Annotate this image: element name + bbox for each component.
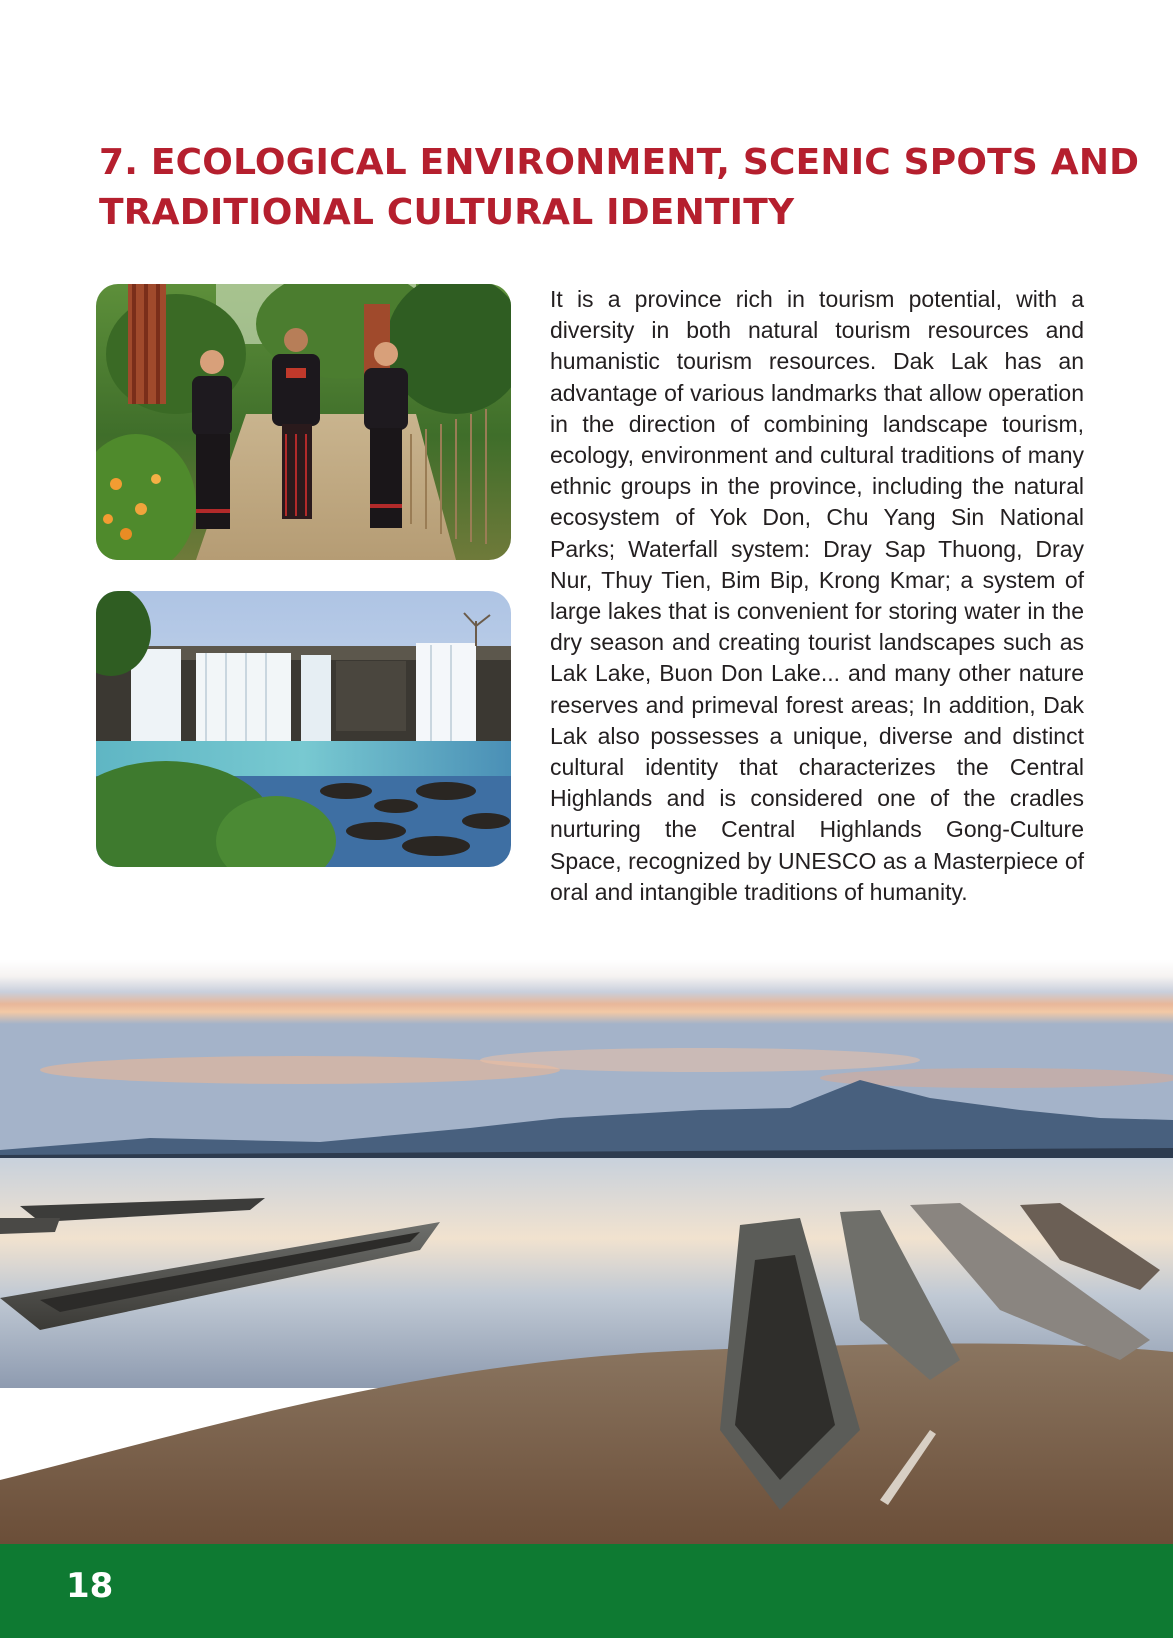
section-heading — [99, 138, 1140, 238]
page-footer-bar — [0, 1544, 1173, 1638]
photo-traditional-costume — [96, 284, 511, 560]
page-number: 18 — [66, 1566, 114, 1606]
heading-line-2: TRADITIONAL CULTURAL IDENTITY — [99, 192, 795, 233]
heading-line-1: 7. ECOLOGICAL ENVIRONMENT, SCENIC SPOTS AND — [99, 142, 1140, 183]
photo-waterfall — [96, 591, 511, 867]
body-paragraph: It is a province rich in tourism potential, with a diversity in both natural tourism resources and humanistic tourism resources. Dak Lak has an advantage of various landmarks that allow operation in the direction of combining landscape tourism, ecology, environment and cultural traditions of many ethnic groups in the province, including the natural ecosystem of Yok Don, Chu Yang Sin National Parks; Waterfall system: Dray Sap Thuong, Dray Nur, Thuy Tien, Bim Bip, Krong Kmar; a system of large lakes that is convenient for storing water in the dry season and creating tourist landscapes such as Lak Lake, Buon Don Lake... and many other nature reserves and primeval forest areas; In addition, Dak Lak also possesses a unique, diverse and distinct cultural identity that characterizes the Central Highlands and is considered one of the cradles nurturing the Central Highlands Gong-Culture Space, recognized by UNESCO as a Masterpiece of oral and intangible traditions of humanity. — [550, 286, 1084, 905]
lake-canoes-landscape — [0, 960, 1173, 1544]
